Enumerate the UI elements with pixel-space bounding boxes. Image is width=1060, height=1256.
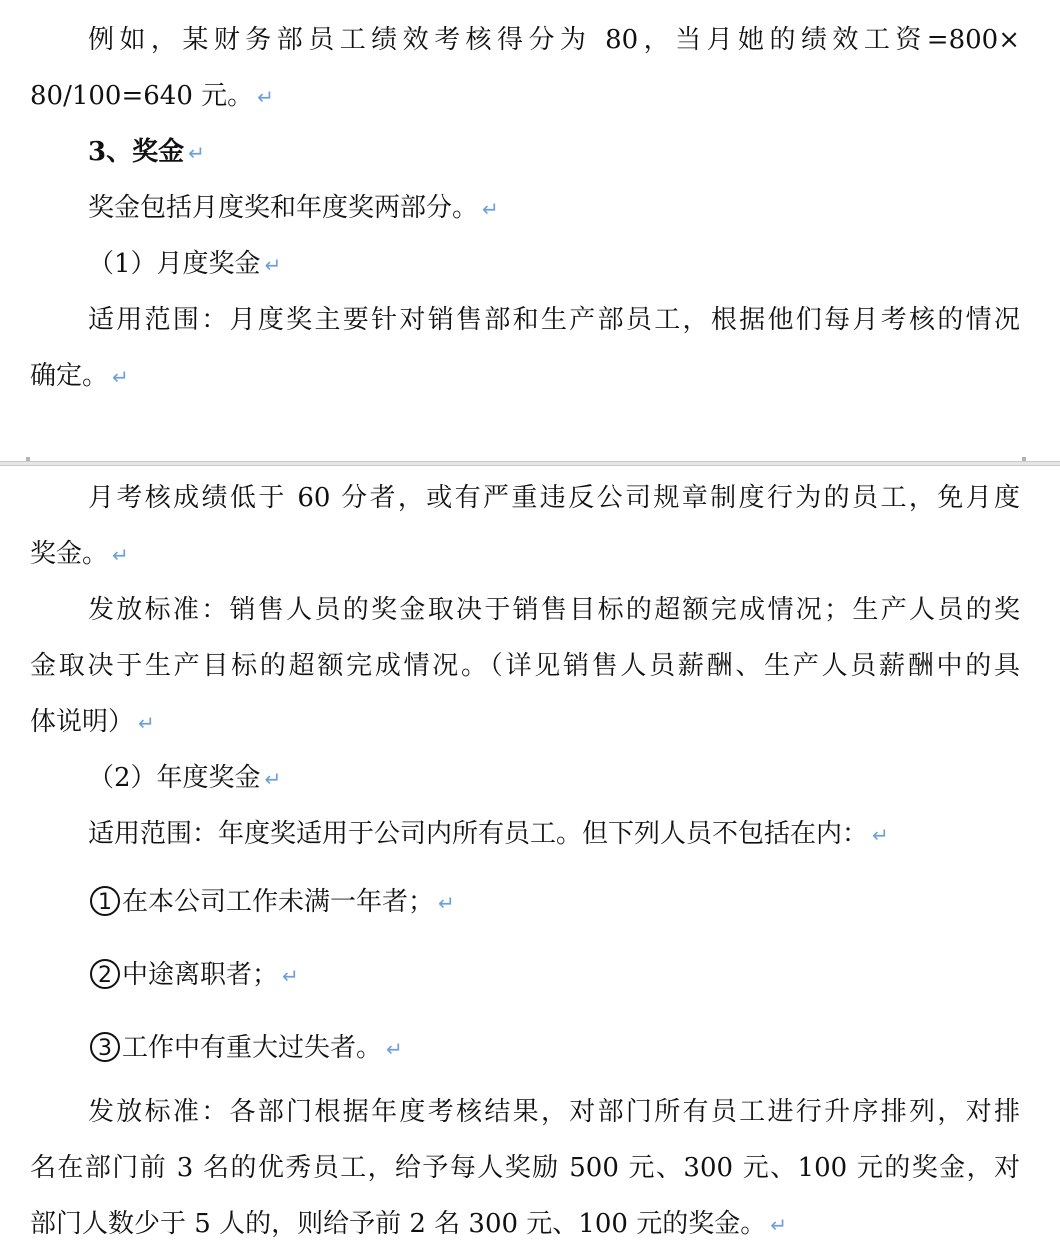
sub-heading: （1）月度奖金 ↵ bbox=[88, 249, 282, 279]
paragraph-mark-icon: ↵ bbox=[112, 543, 129, 567]
paragraph-mark-icon: ↵ bbox=[282, 964, 299, 988]
paragraph-mark-icon: ↵ bbox=[386, 1037, 403, 1061]
document-page-2 bbox=[0, 466, 1060, 1256]
text-line: 奖金。 ↵ bbox=[30, 539, 129, 569]
text-line: 体说明） ↵ bbox=[30, 707, 155, 737]
text-line: 确定。 ↵ bbox=[30, 361, 129, 391]
text-line: 名在部门前 3 名的优秀员工，给予每人奖励 500 元、300 元、100 元的奖金，对 bbox=[30, 1153, 1020, 1183]
document-page-1 bbox=[0, 0, 1060, 462]
circled-number: 1 bbox=[90, 886, 120, 916]
paragraph-mark-icon: ↵ bbox=[438, 891, 455, 915]
sub-heading: （2）年度奖金 ↵ bbox=[88, 763, 282, 793]
circled-number: 2 bbox=[90, 959, 120, 989]
section-heading: 3、奖金 ↵ bbox=[88, 137, 205, 167]
list-item: 3 工作中有重大过失者。 ↵ bbox=[90, 1030, 403, 1066]
paragraph-mark-icon: ↵ bbox=[264, 767, 282, 791]
paragraph-mark-icon: ↵ bbox=[112, 365, 129, 389]
paragraph-mark-icon: ↵ bbox=[188, 141, 205, 165]
text-line: 适用范围：月度奖主要针对销售部和生产部员工，根据他们每月考核的情况 bbox=[88, 305, 1020, 335]
text-line: 金取决于生产目标的超额完成情况。（详见销售人员薪酬、生产人员薪酬中的具 bbox=[30, 651, 1020, 681]
page-corner-mark bbox=[26, 457, 30, 461]
paragraph-mark-icon: ↵ bbox=[264, 253, 282, 277]
text-line: 奖金包括月度奖和年度奖两部分。 ↵ bbox=[88, 193, 499, 223]
paragraph-mark-icon: ↵ bbox=[138, 711, 155, 735]
paragraph-mark-icon: ↵ bbox=[872, 823, 889, 847]
circled-number: 3 bbox=[90, 1032, 120, 1062]
list-item: 2 中途离职者； ↵ bbox=[90, 957, 299, 993]
text-line: 发放标准：各部门根据年度考核结果，对部门所有员工进行升序排列，对排 bbox=[88, 1097, 1020, 1127]
text-line: 适用范围：年度奖适用于公司内所有员工。但下列人员不包括在内： ↵ bbox=[88, 819, 889, 849]
paragraph-mark-icon: ↵ bbox=[770, 1213, 787, 1237]
text-line: 部门人数少于 5 人的，则给予前 2 名 300 元、100 元的奖金。 ↵ bbox=[30, 1209, 787, 1239]
text-line: 发放标准：销售人员的奖金取决于销售目标的超额完成情况；生产人员的奖 bbox=[88, 595, 1020, 625]
text-line: 例如，某财务部员工绩效考核得分为 80，当月她的绩效工资=800× bbox=[88, 25, 1020, 55]
text-line: 80/100=640 元。 ↵ bbox=[30, 81, 274, 111]
list-item: 1 在本公司工作未满一年者； ↵ bbox=[90, 884, 455, 920]
paragraph-mark-icon: ↵ bbox=[482, 197, 499, 221]
paragraph-mark-icon: ↵ bbox=[257, 85, 274, 109]
page-corner-mark bbox=[1022, 457, 1026, 461]
text-line: 月考核成绩低于 60 分者，或有严重违反公司规章制度行为的员工，免月度 bbox=[88, 483, 1020, 513]
